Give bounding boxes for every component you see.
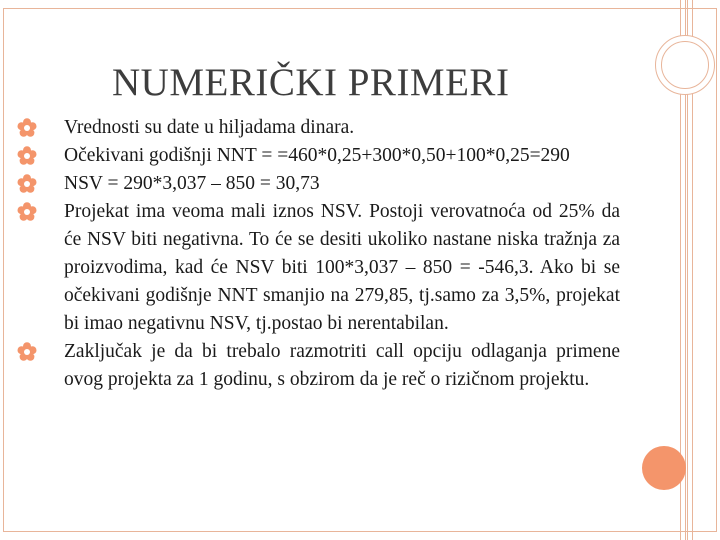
bullet-item (64, 142, 620, 170)
bullet-item (64, 114, 620, 142)
flower-bullet-icon (17, 202, 37, 222)
bullet-list (64, 114, 620, 394)
flower-bullet-icon (17, 146, 37, 166)
bullet-text: Zaključak je da bi trebalo razmotriti call opciju odlaganja primene ovog projekta za 1 godinu, s obzirom da je reč o rizičnom projektu. (64, 341, 620, 390)
bullet-text: NSV = 290*3,037 – 850 = 30,73 (64, 173, 320, 194)
flower-bullet-icon (17, 174, 37, 194)
bullet-item (64, 338, 620, 394)
slide-title: NUMERIČKI PRIMERI (112, 61, 510, 104)
flower-bullet-icon (17, 118, 37, 138)
decorative-orange-dot (642, 446, 686, 490)
bullet-item (64, 198, 620, 338)
decorative-ring (655, 35, 715, 95)
bullet-text: Projekat ima veoma mali iznos NSV. Postoji verovatnoća od 25% da će NSV biti negativna. To će se desiti ukoliko nastane niska tražnja za proizvodima, kad će NSV biti 100*3,037 – 850 = -546,3. Ako bi se očekivani godišnje NNT smanjio na 279,85, tj.samo za 3,5%, projekat bi imao negativnu NSV, tj.postao bi nerentabilan. (64, 201, 620, 334)
bullet-text: Vrednosti su date u hiljadama dinara. (64, 117, 355, 138)
bullet-text: Očekivani godišnji NNT = =460*0,25+300*0,50+100*0,25=290 (64, 145, 570, 166)
flower-bullet-icon (17, 342, 37, 362)
bullet-item (64, 170, 620, 198)
